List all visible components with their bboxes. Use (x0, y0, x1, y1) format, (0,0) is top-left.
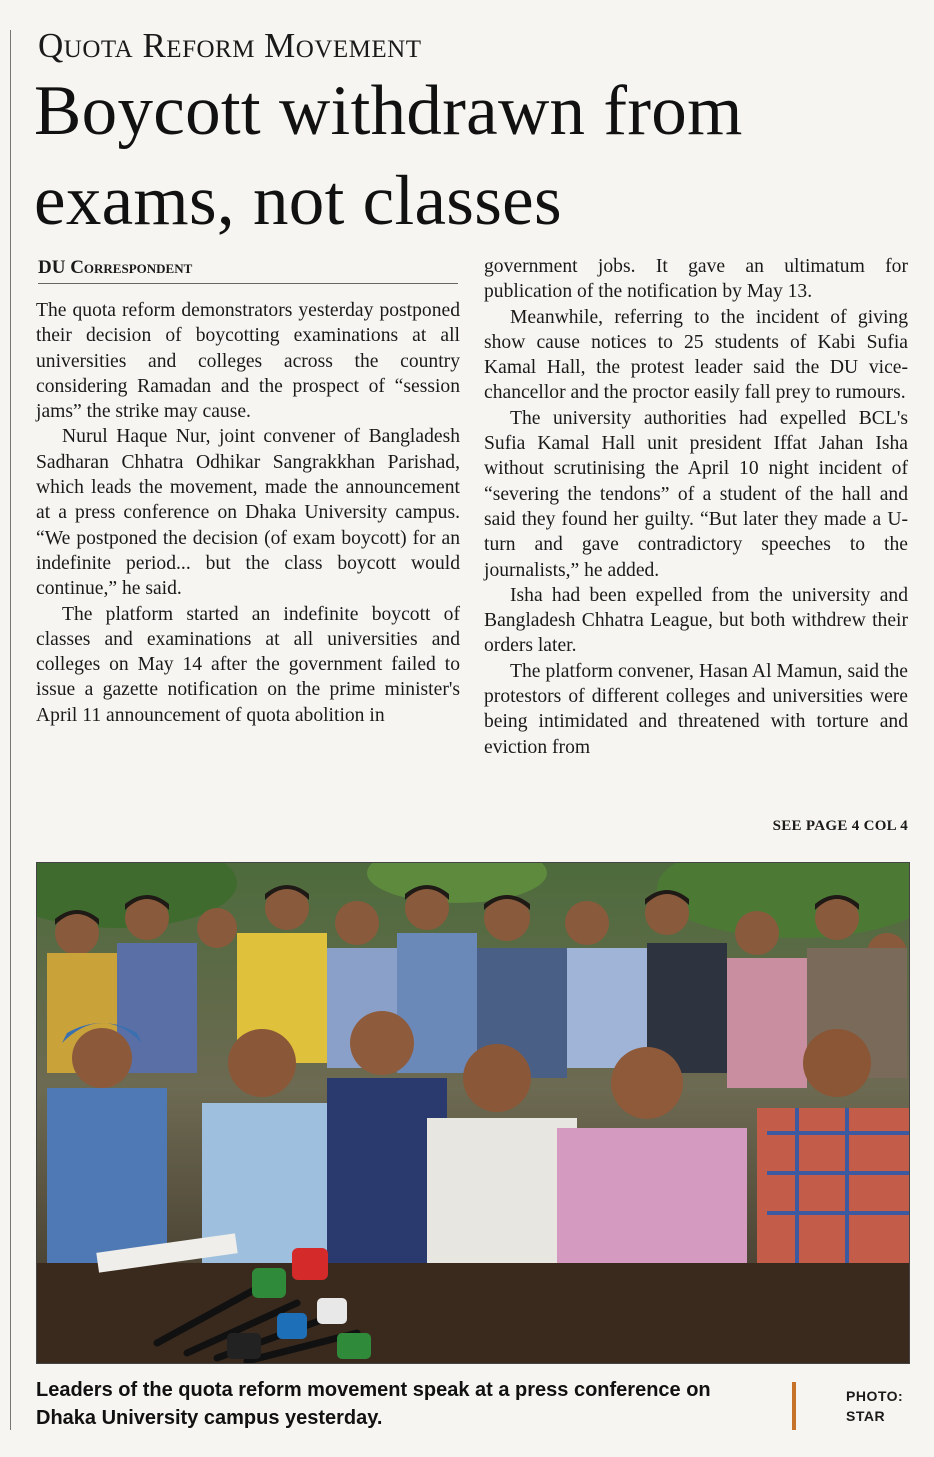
left-column-rule (10, 30, 11, 1430)
byline: DU Correspondent (38, 257, 193, 278)
photo-credit-label: PHOTO: (846, 1388, 904, 1404)
photo-caption: Leaders of the quota reform movement speak at a press conference on Dhaka University campus yesterday. (36, 1379, 711, 1429)
photo-credit (846, 1386, 903, 1426)
paragraph: government jobs. It gave an ultimatum for publication of the notification by May 13. (484, 256, 908, 303)
paragraph: The platform convener, Hasan Al Mamun, said the protestors of different colleges and universities were being intimidated and threatened with torture and eviction from (484, 660, 908, 758)
photo-credit-source: STAR (846, 1408, 886, 1424)
article-column-1 (36, 298, 460, 728)
paragraph: Nurul Haque Nur, joint convener of Bangladesh Sadharan Chhatra Odhikar Sangrakkhan Parishad, which leads the movement, made the announcement at a press conference on Dhaka University campus. “We postponed the decision (of exam boycott) for an indefinite period... but the class boycott would continue,” he said. (36, 426, 460, 600)
byline-rule (38, 283, 458, 284)
paragraph: Meanwhile, referring to the incident of giving show cause notices to 25 students of Kabi Sufia Kamal Hall, the protest leader said the DU vice-chancellor and the proctor easily fall prey to rumours. (484, 306, 908, 404)
paragraph: The quota reform demonstrators yesterday postponed their decision of boycotting examinations at all universities and colleges across the country considering Ramadan and the prospect of “session jams” the strike may cause. (36, 300, 460, 423)
press-conference-photo (36, 862, 910, 1364)
headline: Boycott withdrawn from exams, not classes (34, 72, 743, 240)
caption-divider (792, 1382, 796, 1430)
paragraph: Isha had been expelled from the university and Bangladesh Chhatra League, but both withdrew their orders later. (484, 584, 908, 657)
continued-jump-line: SEE PAGE 4 COL 4 (772, 818, 908, 834)
paragraph: The university authorities had expelled BCL's Sufia Kamal Hall unit president Iffat Jahan Isha without scrutinising the April 10 night incident of “severing the tendons” of a student of the hall and said they found her guilty. “But later they made a U-turn and gave contradictory speeches to the journalists,” he added. (484, 407, 908, 581)
article-column-2 (484, 254, 908, 760)
section-kicker: Quota Reform Movement (38, 26, 422, 65)
paragraph: The platform started an indefinite boycott of classes and examinations at all universities and colleges on May 14 after the government failed to issue a gazette notification on the prime minister's April 11 announcement of quota abolition in (36, 603, 460, 726)
